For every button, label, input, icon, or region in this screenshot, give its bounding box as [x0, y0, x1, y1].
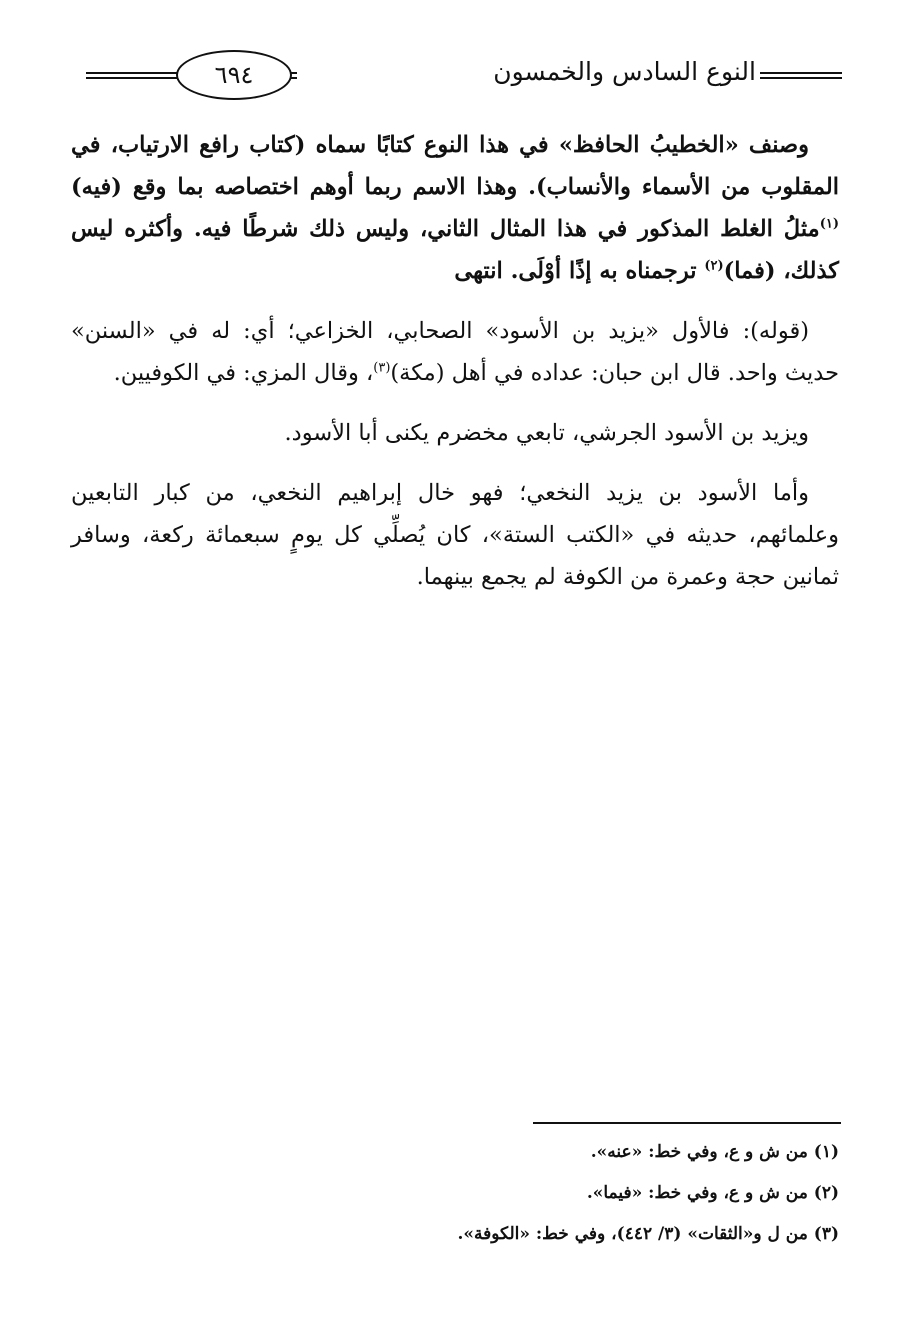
header-rule-right	[760, 72, 842, 79]
paragraph-quoted-ibn-salah	[71, 124, 839, 292]
paragraph-commentary-yazid-sahabi	[71, 310, 839, 394]
page-header	[86, 38, 842, 108]
footnote-ref-1[interactable]: (١)	[819, 216, 839, 232]
text-run: ويزيد بن الأسود الجرشي، تابعي مخضرم يكنى أبا الأسود.	[284, 420, 809, 446]
footnotes	[71, 1138, 839, 1261]
footnote-2: (٢) من ش و ع، وفي خط: «فيما».	[586, 1183, 839, 1203]
running-title: النوع السادس والخمسون	[493, 57, 756, 86]
paragraph-yazid-jurashi	[71, 412, 839, 454]
page-number-badge	[176, 50, 292, 100]
footnote-ref-3[interactable]: (٣)	[373, 360, 391, 376]
text-run: وصنف «الخطيبُ الحافظ» في هذا النوع كتابًا سماه (كتاب رافع الارتياب، في المقلوب من الأسماء والأنساب). وهذا الاسم ربما أوهم اختصاصه بما وقع (فيه)	[71, 132, 839, 200]
text-run: وأما الأسود بن يزيد النخعي؛ فهو خال إبراهيم النخعي، من كبار التابعين وعلمائهم، حديثه في «الكتب الستة»، كان يُصلِّي كل يومٍ سبعمائة ركعة، وسافر ثمانين حجة وعمرة من الكوفة لم يجمع بينهما.	[71, 480, 839, 590]
text-run: مثلُ الغلط المذكور في هذا المثال الثاني، وليس ذلك شرطًا فيه. وأكثره ليس كذلك، (فما)	[71, 216, 839, 284]
header-rule-far-left	[86, 72, 138, 79]
footnote-1: (١) من ش و ع، وفي خط: «عنه».	[590, 1142, 839, 1162]
footnote-separator	[533, 1122, 841, 1124]
paragraph-aswad-nakhai	[71, 472, 839, 598]
text-run: (قوله): فالأول «يزيد بن الأسود» الصحابي، الخزاعي؛ أي: له في «السنن» حديث واحد. قال ابن حبان: عداده في أهل (مكة)	[71, 318, 839, 386]
footnote-3: (٣) من ل و«الثقات» (٣/ ٤٤٢)، وفي خط: «الكوفة».	[457, 1224, 839, 1244]
text-run: ، وقال المزي: في الكوفيين.	[113, 360, 374, 386]
text-run: ترجمناه به إذًا أوْلَى. انتهى	[454, 258, 705, 284]
footnote-ref-2[interactable]: (٢)	[704, 258, 724, 274]
main-text	[71, 124, 839, 616]
page-number: ٦٩٤	[214, 61, 254, 89]
